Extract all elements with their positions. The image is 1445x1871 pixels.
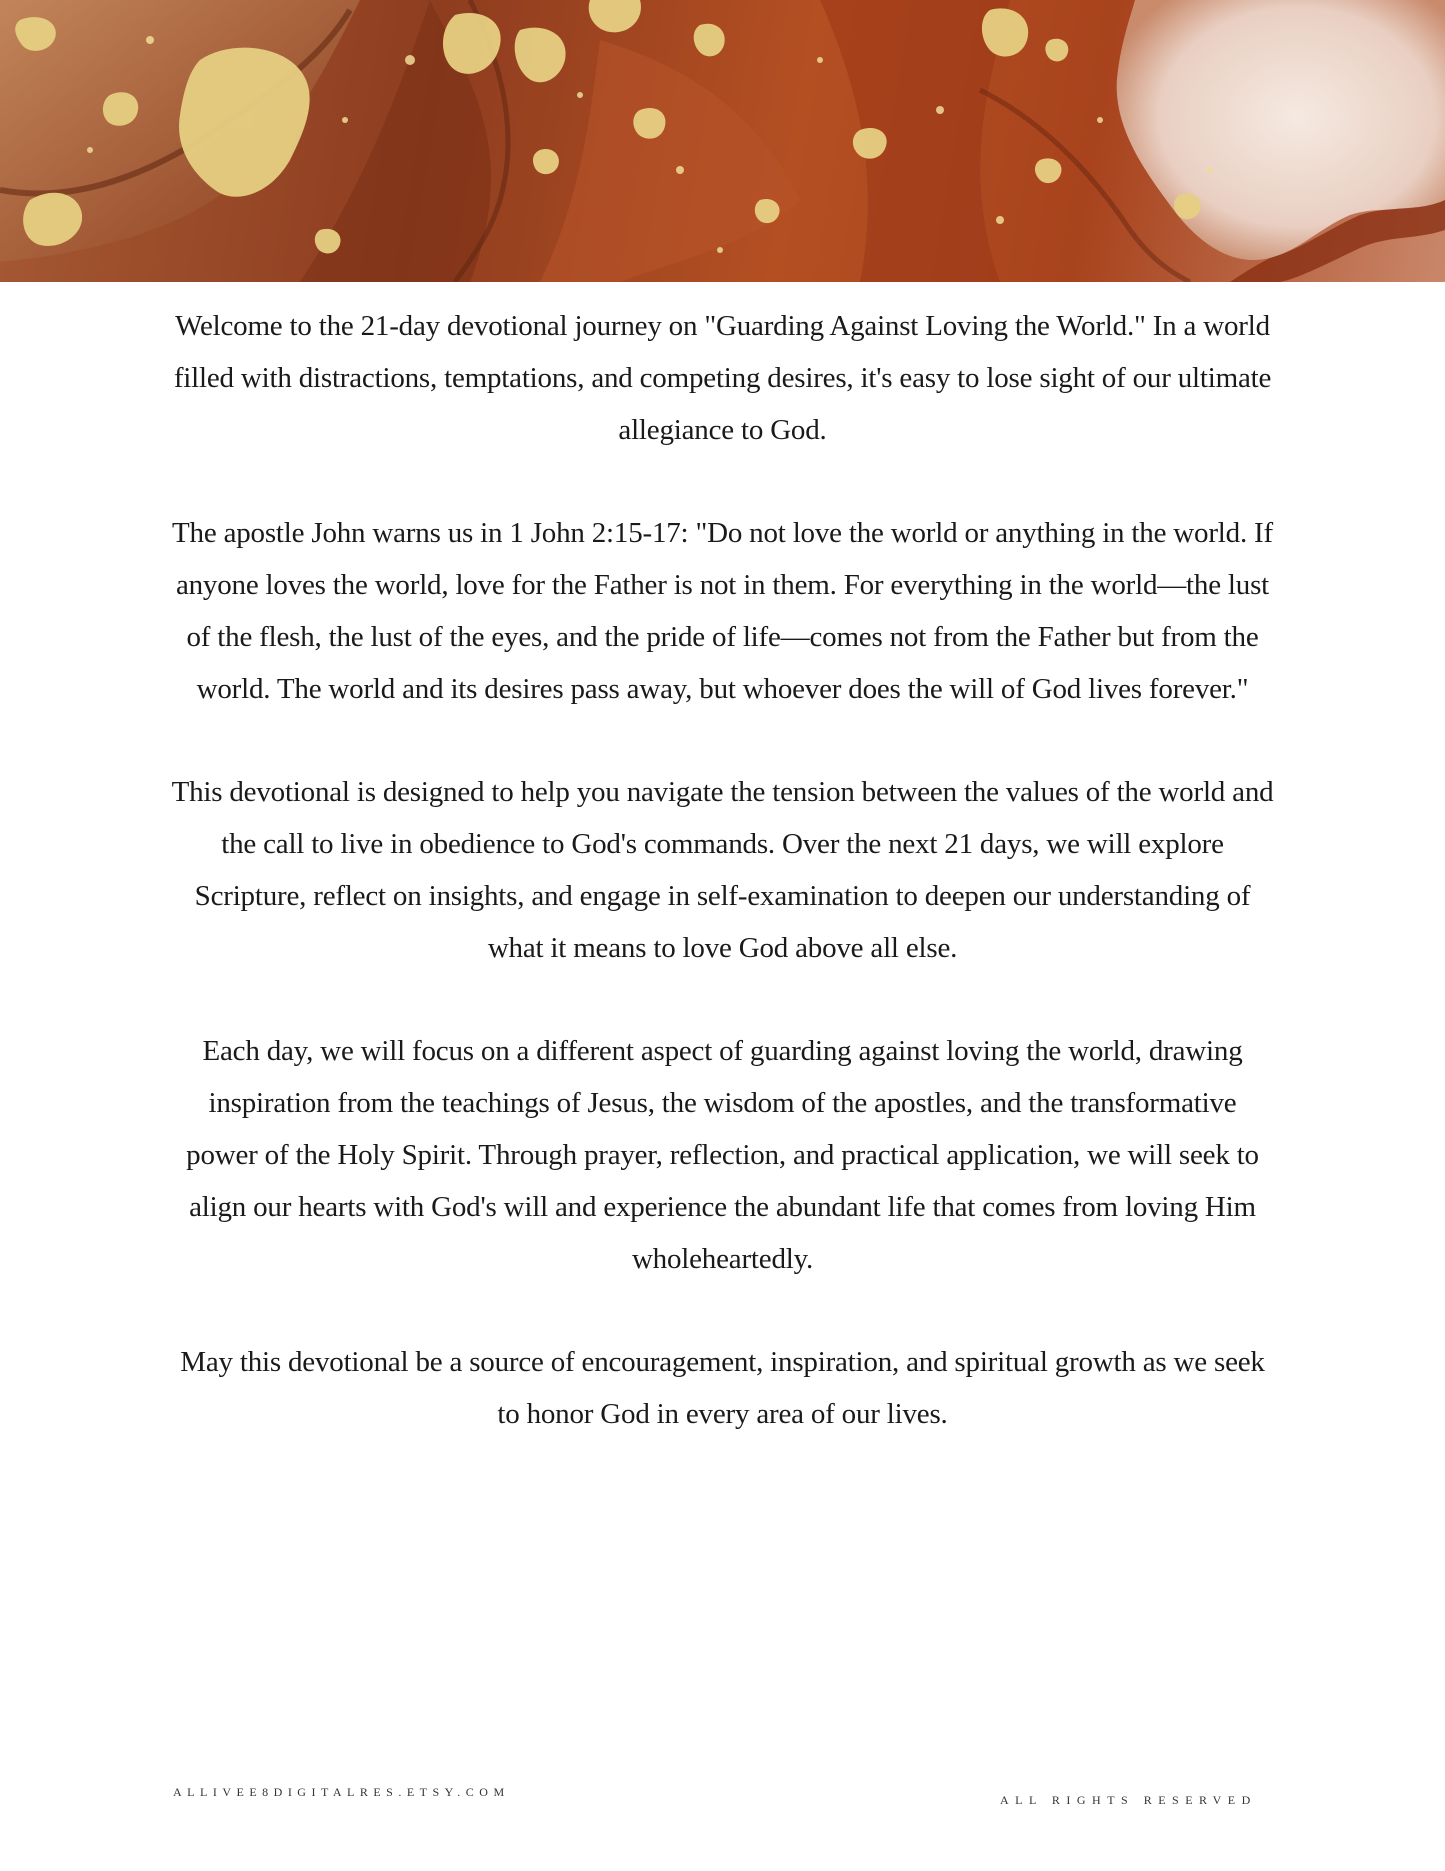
footer-copyright: ALL RIGHTS RESERVED — [1000, 1793, 1257, 1807]
daily-focus-paragraph: Each day, we will focus on a different aspect of guarding against loving the world, drawing inspiration from the teachings of Jesus, the wisdom of the apostles, and the transformative power of the Holy Spirit. Through prayer, reflection, and practical application, we will seek to align our hearts with God's will and experience the abundant life that comes from loving Him wholeheartedly. — [186, 1035, 1259, 1275]
intro-paragraph: Welcome to the 21-day devotional journey on "Guarding Against Loving the World." In a world filled with distractions, temptations, and competing desires, it's easy to lose sight of our ultimate allegiance to God. — [173, 310, 1272, 446]
purpose-paragraph: This devotional is designed to help you navigate the tension between the values of the world and the call to live in obedience to God's commands. Over the next 21 days, we will explore Scripture, reflect on insights, and engage in self-examination to deepen our understanding of what it means to love God above all else. — [171, 776, 1274, 964]
footer-shop-url: ALLIVEE8DIGITALRES.ETSY.COM — [173, 1785, 510, 1799]
introduction-text — [170, 300, 1275, 1491]
blessing-paragraph: May this devotional be a source of encouragement, inspiration, and spiritual growth as we seek to honor God in every area of our lives. — [180, 1346, 1265, 1430]
scripture-paragraph: The apostle John warns us in 1 John 2:15-17: "Do not love the world or anything in the world. If anyone loves the world, love for the Father is not in them. For everything in the world—the lust of the flesh, the lust of the eyes, and the pride of life—comes not from the Father but from the world. The world and its desires pass away, but whoever does the will of God lives forever." — [172, 517, 1273, 705]
alcohol-ink-artwork — [0, 0, 1445, 282]
header-banner-image — [0, 0, 1445, 282]
